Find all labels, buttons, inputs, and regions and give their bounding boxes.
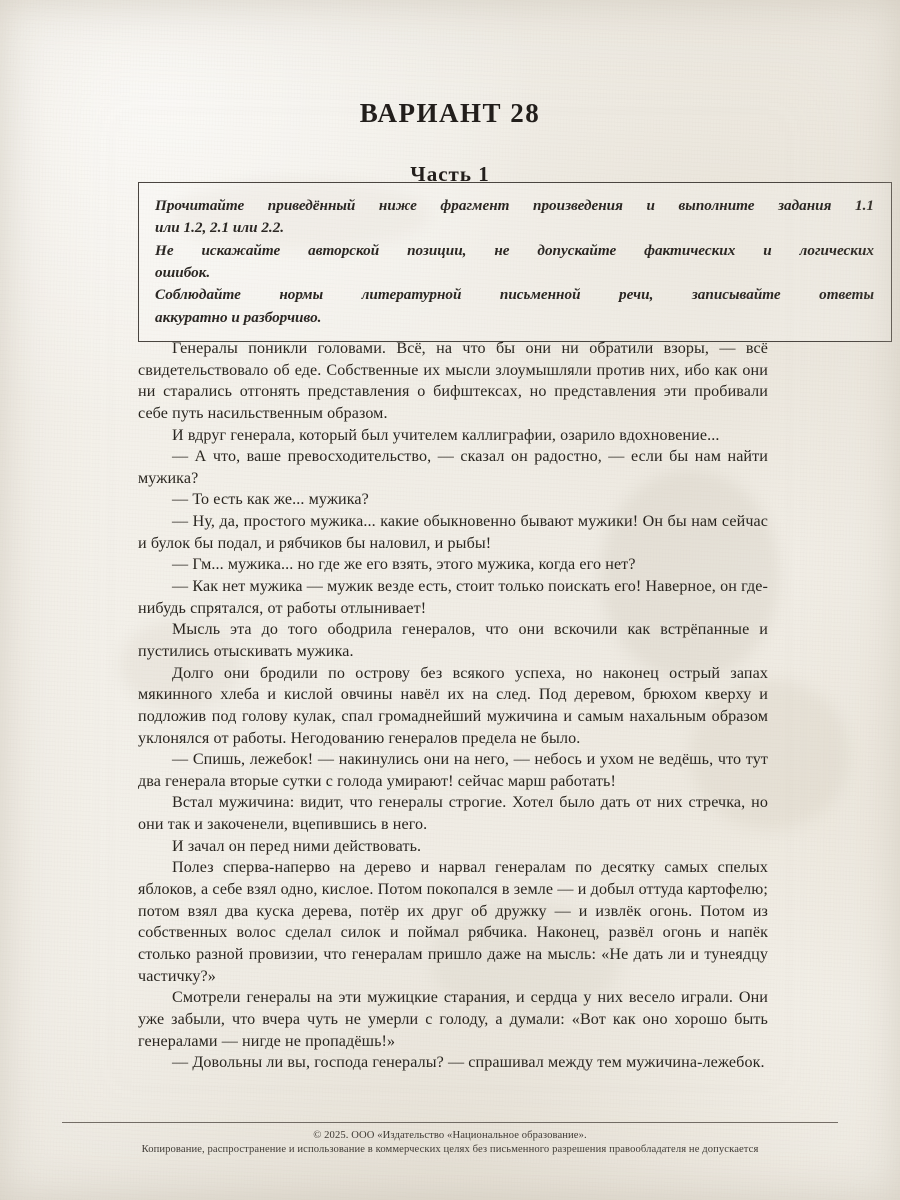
passage-paragraph: — Ну, да, простого мужика... какие обыкновенно бывают мужики! Он бы нам сейчас и булок бы подал, и рябчиков бы наловил, и рыбы! — [138, 513, 768, 552]
page-title: ВАРИАНТ 28 — [359, 98, 541, 128]
passage-paragraph: — Довольны ли вы, господа генералы? — спрашивал между тем мужичина-лежебок. — [172, 1054, 765, 1072]
instruction-line-2: или 1.2, 2.1 или 2.2. — [155, 219, 285, 237]
instruction-line-1: Прочитайте приведённый ниже фрагмент произведения и выполните задания 1.1 — [155, 197, 874, 214]
passage-paragraph: И зачал он перед ними действовать. — [172, 837, 422, 855]
passage-paragraph: — То есть как же... мужика? — [172, 491, 369, 509]
passage-paragraph: — Гм... мужика... но где же его взять, этого мужика, когда его нет? — [172, 556, 636, 574]
copyright-line: © 2025. ООО «Издательство «Национальное образование». — [313, 1130, 587, 1141]
passage-paragraph: — Как нет мужика — мужик везде есть, стоит только поискать его! Наверное, он где-нибудь спрятался, от работы отлынивает! — [138, 578, 768, 617]
passage-paragraph: — Спишь, лежебок! — накинулись они на него, — небось и ухом не ведёшь, что тут два генерала вторые сутки с голода умирают! сейчас марш работать! — [138, 751, 768, 790]
passage-paragraph: Полез сперва-наперво на дерево и нарвал генералам по десятку самых спелых яблоков, а себе взял одно, кислое. Потом покопался в земле — и добыл оттуда картофелю; потом взял два куска дерева, потёр их друг об дружку — и извлёк огонь. Потом из собственных волос сделал силок и поймал рябчика. Наконец, развёл огонь и напёк столько разной провизии, что генералам пришло даже на мысль: «Не дать ли и тунеядцу частичку?» — [138, 859, 768, 985]
instruction-box — [138, 182, 892, 342]
instruction-line-6: аккуратно и разборчиво. — [155, 308, 322, 326]
passage-paragraph: — А что, ваше превосходительство, — сказал он радостно, — если бы нам найти мужика? — [138, 448, 768, 487]
instruction-line-4: ошибок. — [155, 264, 211, 282]
passage-paragraph: Генералы поникли головами. Всё, на что бы они ни обратили взоры, — всё свидетельствовало об еде. Собственные их мысли злоумышляли против них, ибо как они ни старались отгонять представления о бифштексах, но представления эти пробивали себе путь насильственным образом. — [138, 340, 768, 422]
instruction-line-5: Соблюдайте нормы литературной письменной речи, записывайте ответы — [155, 286, 874, 304]
footer-divider — [62, 1122, 838, 1123]
passage-paragraph: Мысль эта до того ободрила генералов, что они вскочили как встрёпанные и пустились отыскивать мужика. — [138, 621, 768, 660]
passage-paragraph: Долго они бродили по острову без всякого успеха, но наконец острый запах мякинного хлеба и кислой овчины навёл их на след. Под деревом, брюхом кверху и подложив под голову кулак, спал громаднейший мужичина и самым нахальным образом уклонялся от работы. Негодованию генералов предела не было. — [138, 664, 768, 747]
part-heading: Часть 1 — [410, 162, 490, 186]
passage-paragraph: Смотрели генералы на эти мужицкие старания, и сердца у них весело играли. Они уже забыли, что вчера чуть не умерли с голоду, а думали: «Вот как оно хорошо быть генералами — нигде не пропадёшь!» — [138, 989, 768, 1050]
page-footer — [62, 1122, 838, 1155]
instruction-box-right-rule — [891, 182, 892, 343]
instruction-line-3: Не искажайте авторской позиции, не допускайте фактических и логических — [155, 241, 874, 259]
passage-paragraph: Встал мужичина: видит, что генералы строгие. Хотел было дать от них стречка, но они так и закоченели, вцепившись в него. — [138, 794, 768, 834]
passage-body — [138, 338, 768, 1074]
passage-paragraph: И вдруг генерала, который был учителем каллиграфии, озарило вдохновение... — [172, 426, 720, 444]
usage-restriction-line: Копирование, распространение и использование в коммерческих целях без письменного разрешения правообладателя не допускается — [141, 1144, 759, 1155]
